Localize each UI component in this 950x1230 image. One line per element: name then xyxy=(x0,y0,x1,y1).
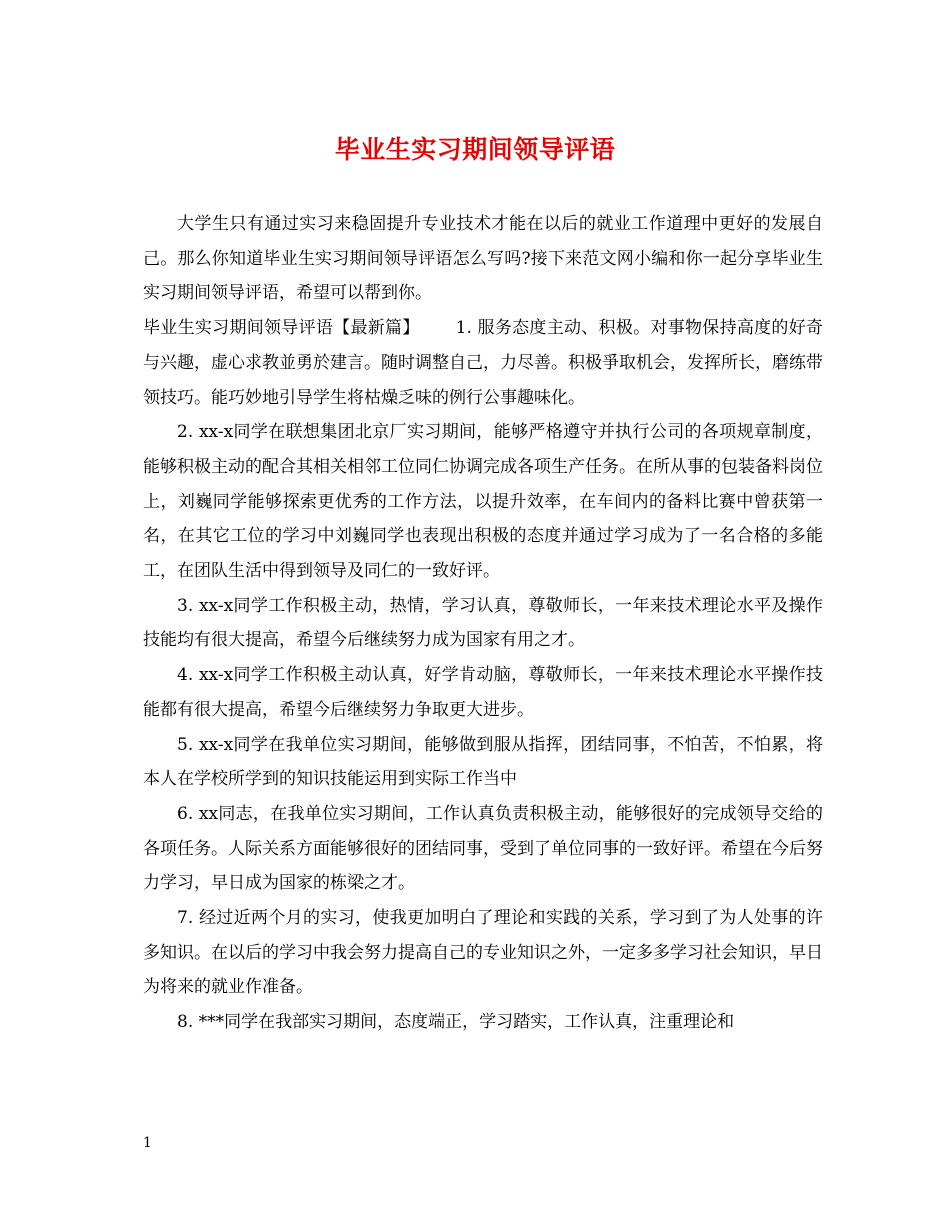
paragraph-item-2: 2. xx-x同学在联想集团北京厂实习期间，能够严格遵守并执行公司的各项规章制度，能够积极主动的配合其相关相邻工位同仁协调完成各项生产任务。在所从事的包装备料岗位上，刘巍同学能够探索更优秀的工作方法，以提升效率，在车间内的备料比赛中曾获第一名，在其它工位的学习中刘巍同学也表现出积极的态度并通过学习成为了一名合格的多能工，在团队生活中得到领导及同仁的一致好评。 xyxy=(143,422,823,582)
document-title: 毕业生实习期间领导评语 xyxy=(334,135,616,164)
paragraph-item-8: 8. ***同学在我部实习期间，态度端正，学习踏实，工作认真，注重理论和 xyxy=(177,1012,735,1033)
subheading: 毕业生实习期间领导评语【最新篇】 xyxy=(143,318,420,339)
paragraph-item-4: 4. xx-x同学工作积极主动认真，好学肯动脑，尊敬师长，一年来技术理论水平操作技能都有很大提高，希望今后继续努力争取更大进步。 xyxy=(143,665,823,720)
paragraph-item-6: 6. xx同志，在我单位实习期间，工作认真负责积极主动，能够很好的完成领导交给的各项任务。人际关系方面能够很好的团结同事，受到了单位同事的一致好评。希望在今后努力学习，早日成为国家的栋梁之才。 xyxy=(143,803,823,894)
item-1-text: 1. 服务态度主动、积极。对事物保持高度的好奇与兴趣，虚心求教並勇於建言。随时调整自己，力尽善。积极爭取机会，发挥所长，磨练带领技巧。能巧妙地引导学生将枯燥乏味的例行公事趣味化。 xyxy=(143,318,824,408)
page-number: 1 xyxy=(143,1135,152,1151)
subheading-paragraph xyxy=(143,311,823,415)
paragraph-item-7: 7. 经过近两个月的实习，使我更加明白了理论和实践的关系，学习到了为人处事的许多知识。在以后的学习中我会努力提高自己的专业知识之外，一定多多学习社会知识，早日为将来的就业作准备。 xyxy=(143,908,823,998)
paragraph-item-5: 5. xx-x同学在我单位实习期间，能够做到服从指挥，团结同事，不怕苦，不怕累，将本人在学校所学到的知识技能运用到实际工作当中 xyxy=(143,734,823,790)
document-body xyxy=(143,207,823,1040)
paragraph-item-3: 3. xx-x同学工作积极主动，热情，学习认真，尊敬师长，一年来技术理论水平及操作技能均有很大提高，希望今后继续努力成为国家有用之才。 xyxy=(143,595,823,651)
intro-paragraph: 大学生只有通过实习来稳固提升专业技术才能在以后的就业工作道理中更好的发展自己。那么你知道毕业生实习期间领导评语怎么写吗?接下来范文网小编和你一起分享毕业生实习期间领导评语，希望可以帮到你。 xyxy=(143,214,823,304)
